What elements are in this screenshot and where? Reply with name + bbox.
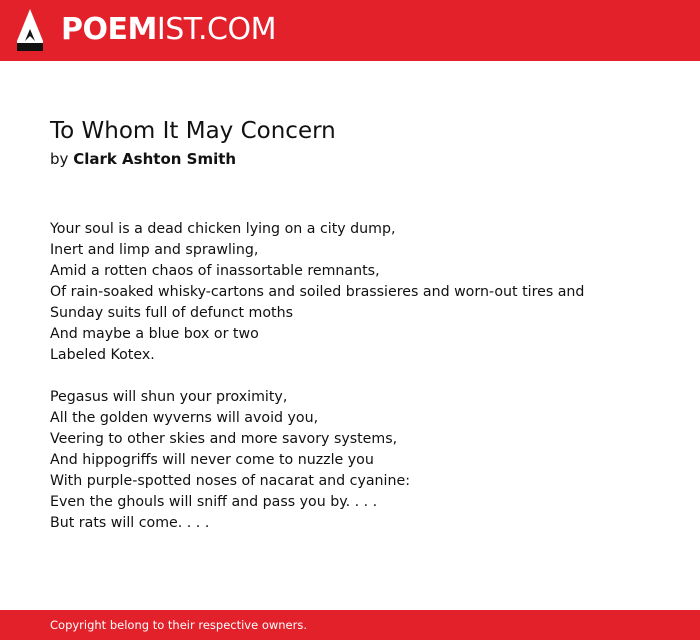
poem-line: With purple-spotted noses of nacarat and cyanine: bbox=[50, 473, 410, 489]
stanza bbox=[50, 219, 680, 366]
byline bbox=[50, 149, 236, 169]
copyright-text: Copyright belong to their respective owners. bbox=[50, 618, 308, 632]
stanza bbox=[50, 387, 680, 534]
poem-line: Sunday suits full of defunct moths bbox=[50, 305, 293, 321]
poem-line: Veering to other skies and more savory systems, bbox=[50, 431, 398, 447]
site-footer bbox=[0, 610, 700, 640]
poem-line: All the golden wyverns will avoid you, bbox=[50, 410, 319, 426]
logo-strong-text: POEM bbox=[61, 12, 157, 47]
poem-line: Of rain-soaked whisky-cartons and soiled brassieres and worn-out tires and bbox=[50, 284, 585, 300]
poem-title: To Whom It May Concern bbox=[50, 118, 336, 144]
poem-line: And hippogriffs will never come to nuzzle you bbox=[50, 452, 374, 468]
pencil-tip-icon[interactable] bbox=[17, 9, 43, 51]
poem-line: But rats will come. . . . bbox=[50, 515, 210, 531]
byline-prefix: by bbox=[50, 150, 69, 168]
site-logo[interactable] bbox=[61, 13, 276, 47]
author-name: Clark Ashton Smith bbox=[73, 150, 237, 168]
poem-line: Amid a rotten chaos of inassortable remnants, bbox=[50, 263, 380, 279]
poem-line: Your soul is a dead chicken lying on a city dump, bbox=[50, 221, 396, 237]
poem-line: Labeled Kotex. bbox=[50, 347, 155, 363]
poem-line: Pegasus will shun your proximity, bbox=[50, 389, 288, 405]
poem-line: And maybe a blue box or two bbox=[50, 326, 259, 342]
poem-line: Even the ghouls will sniff and pass you by. . . . bbox=[50, 494, 378, 510]
poem-body bbox=[50, 219, 680, 555]
site-header bbox=[0, 0, 700, 61]
logo-light-text: IST.COM bbox=[156, 12, 276, 47]
poem-line: Inert and limp and sprawling, bbox=[50, 242, 259, 258]
